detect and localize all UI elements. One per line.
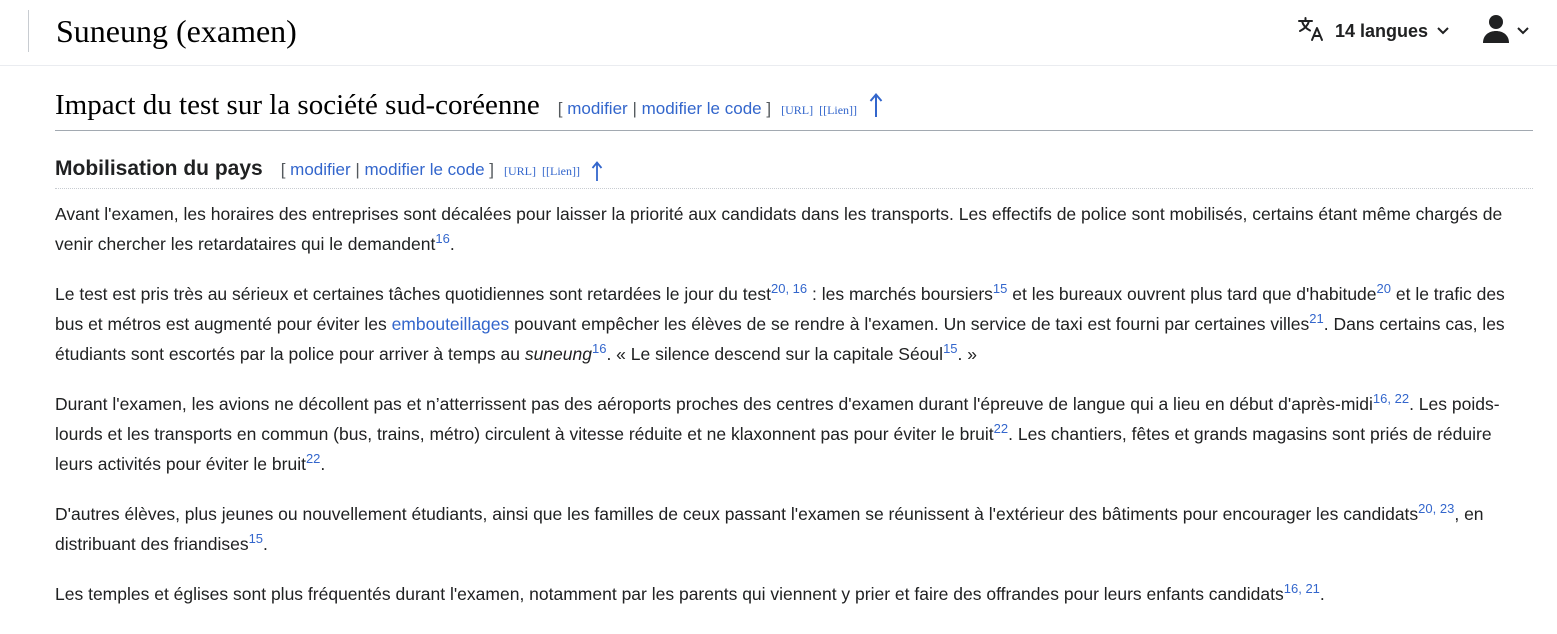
reference-link[interactable]: 20: [1376, 281, 1391, 297]
reference: [771, 281, 807, 296]
subsection-small-links: [504, 164, 580, 179]
paragraph-text: pouvant empêcher les élèves de se rendre à l'examen. Un service de taxi est fourni par certaines villes: [509, 314, 1310, 334]
paragraph-text: : les marchés boursiers: [807, 284, 993, 304]
edit-separator: |: [355, 160, 360, 179]
reference-link[interactable]: 15: [248, 531, 264, 547]
embouteillages-link[interactable]: embouteillages: [391, 314, 510, 334]
section-edit-links: [558, 99, 771, 119]
paragraph: [55, 279, 1533, 369]
reference-link[interactable]: 16: [591, 341, 607, 357]
section-title: Impact du test sur la société sud-coréenne: [55, 89, 540, 121]
paragraph-text: D'autres élèves, plus jeunes ou nouvellement étudiants, ainsi que les familles de ceux passant l'examen se réunissent à l'extérieur des bâtiments pour encourager les candidats: [55, 504, 1419, 524]
reference-separator: ,: [785, 281, 793, 297]
page-title: Suneung (examen): [56, 13, 297, 49]
reference: [993, 281, 1007, 296]
reference-link[interactable]: 21: [1309, 311, 1324, 327]
paragraph-text: Le test est pris très au sérieux et certaines tâches quotidiennes sont retardées le jour du test: [55, 284, 771, 304]
reference-link[interactable]: 20: [1418, 501, 1433, 517]
paragraph-text: .: [1319, 584, 1325, 604]
sidebar-divider: [28, 10, 29, 52]
reference-link[interactable]: 22: [305, 451, 321, 467]
reference-link[interactable]: 22: [993, 421, 1009, 437]
reference: [249, 531, 263, 546]
subsection-lien-link[interactable]: [[Lien]]: [542, 164, 580, 178]
reference-separator: ,: [1387, 391, 1395, 407]
section-edit-source-link[interactable]: modifier le code: [641, 99, 762, 118]
reference-link[interactable]: 16: [1372, 391, 1388, 407]
paragraph-text: .: [320, 454, 326, 474]
paragraph-text: et le trafic des bus et métros est augmenté pour éviter les: [55, 284, 1505, 334]
paragraph-text: .: [263, 534, 268, 554]
paragraph-text: et les bureaux ouvrent plus tard que d'habitude: [1007, 284, 1377, 304]
section-url-link[interactable]: [URL]: [781, 103, 814, 117]
user-menu-chevron-icon: [1516, 22, 1530, 40]
subsection-url-link[interactable]: [URL]: [504, 164, 536, 178]
chevron-down-icon: [1436, 22, 1450, 40]
reference-separator: ,: [1298, 581, 1306, 597]
reference: [943, 341, 957, 356]
paragraph-text: Les temples et églises sont plus fréquentés durant l'examen, notamment par les parents qui viennent y prier et faire des offrandes pour leurs enfants candidats: [55, 584, 1284, 604]
reference-separator: ,: [1432, 501, 1440, 517]
section-edit-link[interactable]: modifier: [567, 99, 628, 118]
reference-link[interactable]: 16: [792, 281, 808, 297]
user-menu-button[interactable]: [1482, 15, 1530, 47]
bracket-close: ]: [489, 160, 494, 179]
paragraph: [55, 499, 1533, 559]
paragraph-text: . Les chantiers, fêtes et grands magasins sont priés de réduire leurs activités pour éviter le bruit: [55, 424, 1492, 474]
paragraph-text: .: [449, 234, 455, 254]
languages-label: 14 langues: [1335, 20, 1429, 41]
edit-separator: |: [632, 99, 637, 118]
reference: [1377, 281, 1391, 296]
reference-link[interactable]: 15: [943, 341, 958, 357]
bracket-open: [: [557, 99, 563, 118]
reference-link[interactable]: 21: [1305, 581, 1320, 597]
subsection-edit-links: [281, 160, 494, 180]
reference-link[interactable]: 16: [1283, 581, 1299, 597]
section-small-links: [781, 103, 857, 118]
arrow-up-icon[interactable]: [869, 92, 883, 118]
paragraph: [55, 389, 1533, 479]
paragraph: [55, 579, 1533, 609]
reference: [1309, 311, 1323, 326]
reference-link[interactable]: 22: [1394, 391, 1410, 407]
emphasis-text: suneung: [524, 344, 592, 364]
paragraph-text: . Dans certains cas, les étudiants sont escortés par la police pour arriver à temps au: [55, 314, 1505, 364]
paragraph: [55, 199, 1533, 259]
reference: [1284, 581, 1320, 596]
language-selector-button[interactable]: [1297, 16, 1450, 46]
paragraph-text: , en distribuant des friandises: [55, 504, 1484, 554]
paragraph-text: . Les poids-lourds et les transports en commun (bus, trains, métro) circulent à vitesse réduite et ne klaxonnent pas pour éviter le bruit: [55, 394, 1500, 444]
subsection-title: Mobilisation du pays: [55, 157, 263, 180]
reference: [1418, 501, 1454, 516]
bracket-close: ]: [766, 99, 772, 118]
translate-icon: [1297, 16, 1327, 47]
paragraph-text: Avant l'examen, les horaires des entreprises sont décalées pour laisser la priorité aux candidats dans les transports. Les effectifs de police sont mobilisés, certains étant même chargés de venir chercher les retardataires qui le demandent: [55, 204, 1503, 254]
reference-link[interactable]: 16: [435, 231, 450, 247]
reference: [435, 231, 449, 246]
arrow-up-icon[interactable]: [591, 160, 603, 182]
reference-link[interactable]: 23: [1439, 501, 1455, 517]
reference-link[interactable]: 15: [992, 281, 1008, 297]
section-heading: [55, 80, 1533, 131]
user-icon: [1482, 14, 1510, 49]
subsection-edit-link[interactable]: modifier: [290, 160, 351, 179]
reference: [994, 421, 1008, 436]
paragraph-text: . « Le silence descend sur la capitale Séoul: [606, 344, 944, 364]
top-bar: [0, 0, 1557, 66]
subsection-heading: [55, 154, 1533, 189]
paragraph-text: . »: [957, 344, 977, 364]
section-lien-link[interactable]: [[Lien]]: [819, 103, 858, 117]
reference: [306, 451, 320, 466]
reference: [1373, 391, 1409, 406]
article-content: [55, 80, 1533, 609]
bracket-open: [: [280, 160, 286, 179]
reference: [592, 341, 606, 356]
reference-link[interactable]: 20: [770, 281, 786, 297]
paragraph-text: Durant l'examen, les avions ne décollent pas et n’atterrissent pas des aéroports proches des centres d'examen durant l'épreuve de langue qui a lieu en début d'après-midi: [55, 394, 1373, 414]
subsection-edit-source-link[interactable]: modifier le code: [364, 160, 485, 179]
